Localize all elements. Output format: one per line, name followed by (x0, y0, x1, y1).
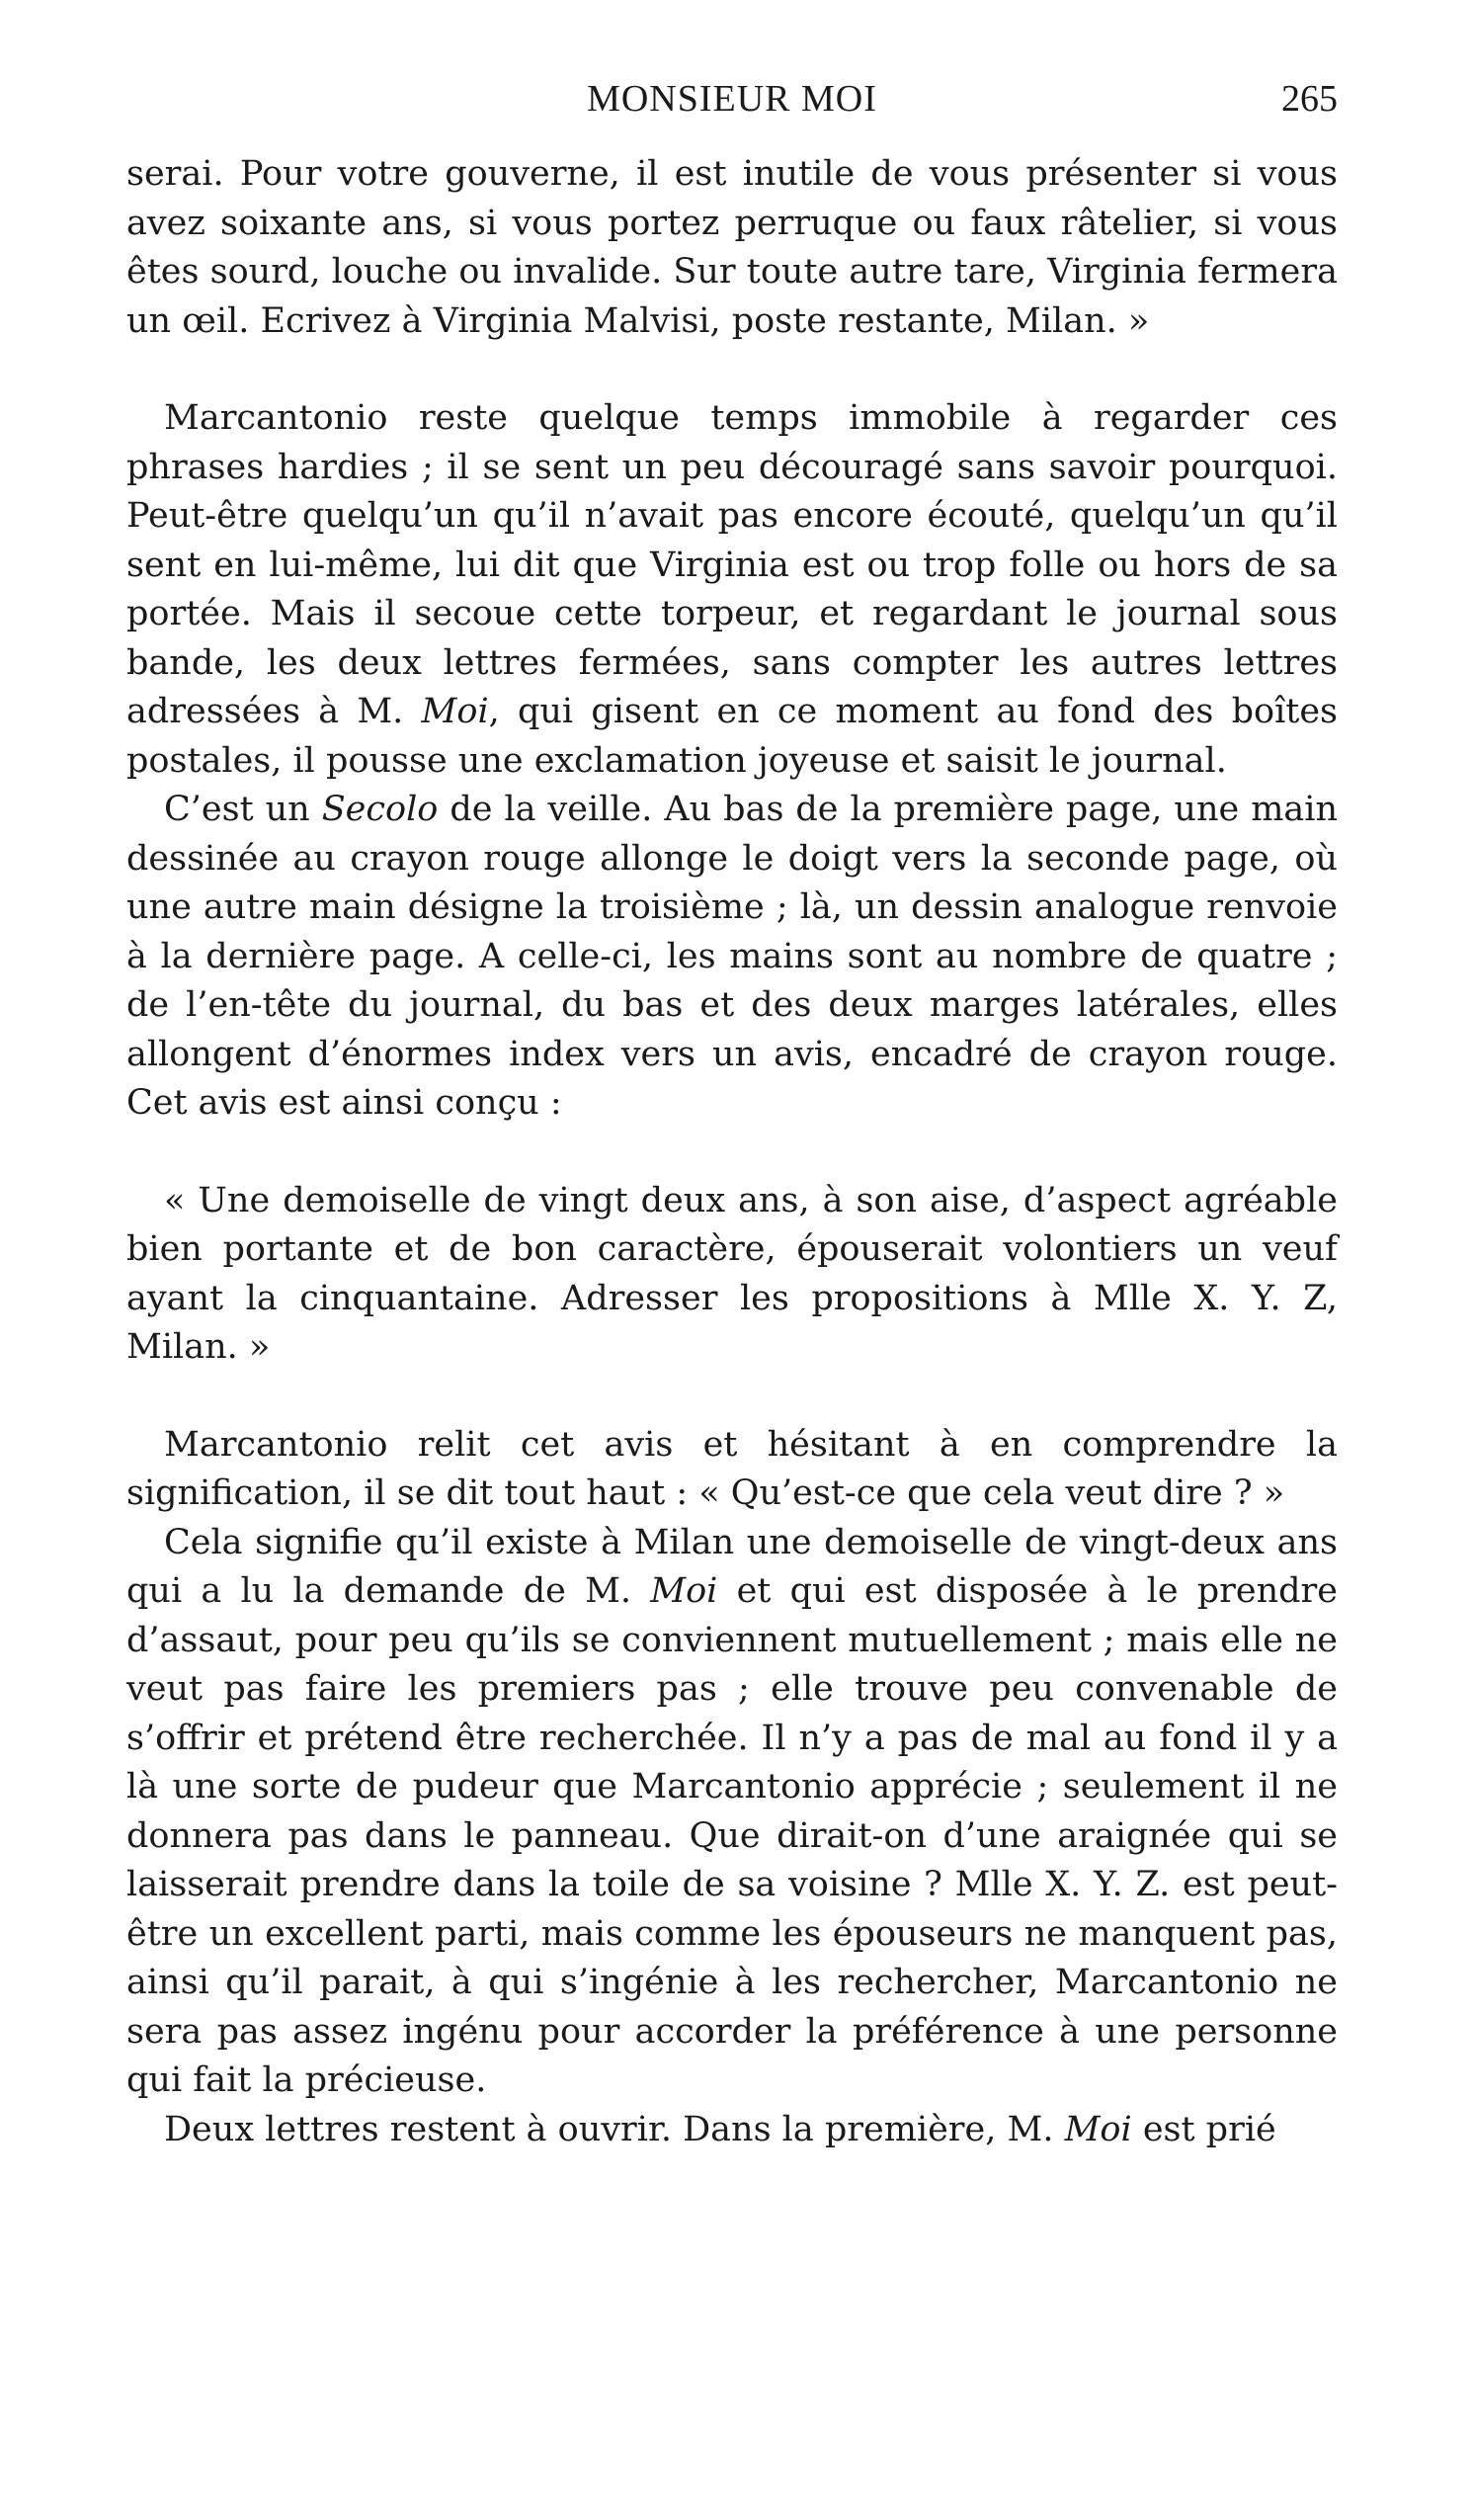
text-run: Marcantonio reste quelque temps immobile à regarder ces phrases hardies ; il se sent un peu découragé sans savoir pourquoi. Peut-être quelqu’un qu’il n’avait pas encore écouté, quelqu’un qu’il sent en lui-même, lui dit que Virginia est ou trop folle ou hors de sa portée. Mais il secoue cette torpeur, et regardant le journal sous bande, les deux lettres fermées, sans compter les autres lettres adressées à M. (126, 398, 1338, 731)
paragraph (126, 1519, 1338, 2106)
text-run: serai. Pour votre gouverne, il est inutile de vous présenter si vous avez soixante ans, si vous portez perruque ou faux râtelier, si vous êtes sourd, louche ou invalide. Sur toute autre tare, Virginia fermera un œil. Ecrivez à Virginia Malvisi, poste restante, Milan. » (126, 154, 1338, 341)
text-run: Deux lettres restent à ouvrir. Dans la première, M. (164, 2109, 1065, 2149)
paragraph (126, 394, 1338, 786)
italic-text: Secolo (321, 790, 439, 829)
page-number: 265 (1281, 78, 1338, 120)
italic-text: Moi (1064, 2109, 1132, 2149)
text-run: de la veille. Au bas de la première page, une main dessinée au crayon rouge allonge le doigt vers la seconde page, où une autre main désigne la troisième ; là, un dessin analogue renvoie à la dernière page. A celle-ci, les mains sont au nombre de quatre ; de l’en-tête du journal, du bas et des deux marges latérales, elles allongent d’énormes index vers un avis, encadré de crayon rouge. Cet avis est ainsi conçu : (126, 790, 1338, 1123)
running-head (126, 77, 1338, 132)
text-run: « Une demoiselle de vingt deux ans, à son aise, d’aspect agréable bien portante et de bon caractère, épouserait volontiers un veuf ayant la cinquantaine. Adresser les propositions à Mlle X. Y. Z, Milan. » (126, 1180, 1338, 1367)
paragraph (126, 786, 1338, 1129)
text-run: Cela signifie qu’il existe à Milan une demoiselle de vingt-deux ans qui a lu la demande de M. (126, 1522, 1338, 1611)
text-run: Marcantonio relit cet avis et hésitant à en comprendre la signification, il se dit tout haut : « Qu’est-ce que cela veut dire ? » (126, 1424, 1338, 1513)
paragraph (126, 150, 1338, 346)
text-run: est prié (1131, 2109, 1276, 2149)
paragraph (126, 1421, 1338, 1519)
running-title: MONSIEUR MOI (587, 78, 877, 120)
italic-text: Moi (421, 692, 489, 731)
text-run: et qui est disposée à le prendre d’assaut, pour peu qu’ils se conviennent mutuellement ; mais elle ne veut pas faire les premiers pas ; elle trouve peu convenable de s’offrir et prétend être recherchée. Il n’y a pas de mal au fond il y a là une sorte de pudeur que Marcantonio apprécie ; seulement il ne donnera pas dans le panneau. Que dirait-on d’une araignée qui se laisserait prendre dans la toile de sa voisine ? Mlle X. Y. Z. est peut-être un excellent parti, mais comme les épouseurs ne manquent pas, ainsi qu’il parait, à qui s’ingénie à les rechercher, Marcantonio ne sera pas assez ingénu pour accorder la préférence à une personne qui fait la précieuse. (126, 1571, 1338, 2100)
italic-text: Moi (650, 1571, 718, 1611)
paragraph (126, 2106, 1338, 2155)
text-run: , qui gisent en ce moment au fond des boîtes postales, il pousse une exclamation joyeuse et saisit le journal. (126, 692, 1339, 781)
book-page (126, 77, 1338, 2154)
paragraph (126, 1177, 1338, 1373)
text-run: C’est un (164, 790, 322, 829)
